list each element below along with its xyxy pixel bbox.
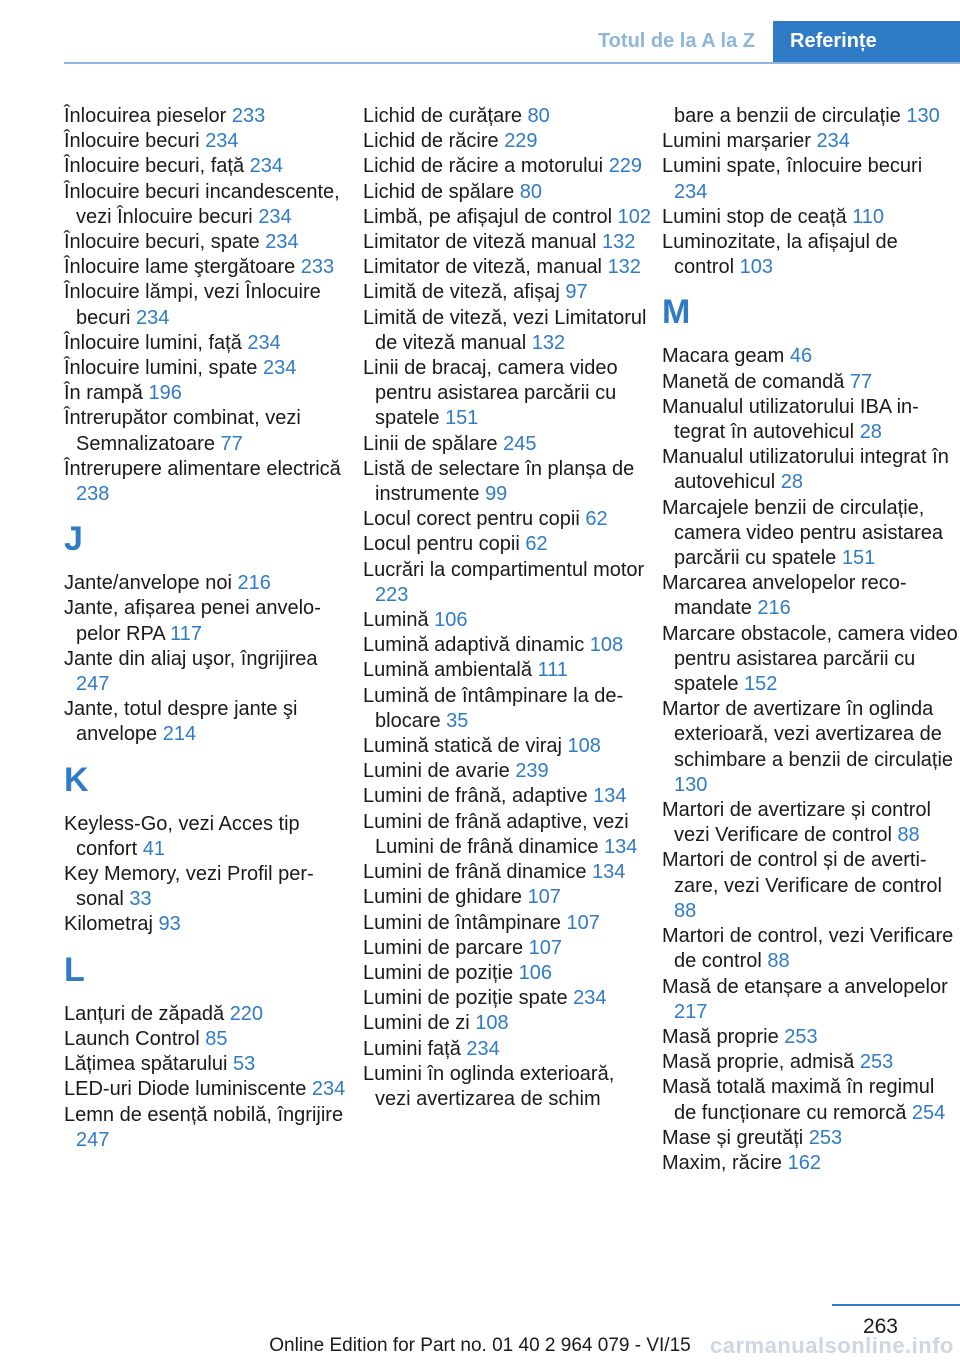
index-entry bbox=[64, 280, 354, 330]
index-entry-text: Lucrări la compartimentul motor bbox=[363, 558, 645, 581]
page-reference-link[interactable]: 107 bbox=[527, 886, 561, 909]
page-reference-link[interactable]: 99 bbox=[485, 483, 508, 506]
page-reference-link[interactable]: 196 bbox=[148, 382, 182, 405]
index-entry bbox=[363, 280, 655, 305]
index-entry bbox=[64, 331, 354, 356]
page-reference-link[interactable]: 233 bbox=[231, 105, 266, 127]
page-reference-link[interactable]: 254 bbox=[911, 1101, 946, 1124]
index-entry bbox=[662, 1075, 958, 1125]
page-reference-link[interactable]: 234 bbox=[466, 1037, 500, 1060]
page-reference-link[interactable]: 234 bbox=[205, 130, 239, 153]
index-entry bbox=[363, 961, 655, 986]
index-entry-text: Lumină adaptivă dinamic bbox=[363, 634, 590, 657]
index-entry-text: Lumini de parcare bbox=[363, 936, 529, 959]
index-entry bbox=[662, 924, 958, 974]
page-reference-link[interactable]: 53 bbox=[232, 1053, 256, 1076]
index-entry-text: Luminozitate, la afișajul de control bbox=[662, 231, 898, 279]
page-reference-link[interactable]: 162 bbox=[787, 1151, 821, 1174]
index-entry bbox=[363, 936, 655, 961]
edition-footer: Online Edition for Part no. 01 40 2 964 079 - VI/15 bbox=[269, 1335, 691, 1356]
header-rule bbox=[64, 62, 960, 64]
page-reference-link[interactable]: 134 bbox=[604, 835, 638, 858]
index-entry bbox=[662, 1151, 958, 1176]
index-entry-text: Înlocuire becuri, spate bbox=[64, 231, 266, 254]
page-reference-link[interactable]: 46 bbox=[789, 345, 813, 368]
index-entry-text: Lumini de ghidare bbox=[363, 886, 528, 909]
index-entry-text: Lumini de avarie bbox=[363, 760, 516, 783]
index-entry-text: Listă de selectare în planșa de instrumente bbox=[363, 457, 635, 506]
page-reference-link[interactable]: 216 bbox=[757, 597, 791, 620]
page-reference-link[interactable]: 234 bbox=[249, 155, 284, 178]
page-reference-link[interactable]: 134 bbox=[593, 785, 627, 808]
index-entry-text: Lumini față bbox=[363, 1037, 467, 1060]
index-column-2 bbox=[363, 104, 655, 1112]
index-entry-text: Lichid de răcire bbox=[363, 130, 505, 153]
index-entry bbox=[64, 406, 354, 456]
page-reference-link[interactable]: 88 bbox=[767, 950, 790, 973]
page-reference-link[interactable]: 35 bbox=[446, 709, 469, 732]
index-entry bbox=[64, 457, 354, 507]
index-entry-text: Jante, totul despre jante şi anvelope bbox=[64, 698, 298, 746]
index-entry bbox=[64, 571, 354, 596]
index-entry-text: Lumini de poziție bbox=[363, 961, 519, 984]
page-reference-link[interactable]: 88 bbox=[674, 899, 697, 922]
page-reference-link[interactable]: 77 bbox=[220, 432, 243, 455]
index-entry-text: Manetă de comandă bbox=[662, 370, 850, 393]
index-entry bbox=[363, 860, 655, 885]
page-reference-link[interactable]: 234 bbox=[136, 306, 170, 329]
index-entry bbox=[662, 445, 958, 495]
index-entry-text: Jante/anvelope noi bbox=[64, 572, 238, 595]
index-entry bbox=[64, 1002, 354, 1027]
index-entry-text: Locul pentru copii bbox=[363, 533, 526, 556]
page-reference-link[interactable]: 106 bbox=[434, 609, 468, 632]
index-entry bbox=[363, 986, 655, 1011]
index-entry bbox=[363, 129, 655, 154]
page-reference-link[interactable]: 234 bbox=[262, 357, 297, 380]
index-entry-text: Limitator de viteză manual bbox=[363, 231, 603, 254]
index-entry bbox=[64, 381, 354, 406]
index-entry bbox=[363, 457, 655, 507]
watermark: carmanualsonline.info bbox=[710, 1333, 954, 1358]
index-entry-text: În rampă bbox=[64, 382, 149, 405]
page-reference-link[interactable]: 97 bbox=[565, 281, 588, 304]
page-reference-link[interactable]: 28 bbox=[780, 471, 803, 494]
index-entry-text: Locul corect pentru copii bbox=[363, 508, 586, 531]
index-entry-text: Masă totală maximă în regimul de funcționare cu remorcă bbox=[662, 1076, 935, 1124]
index-entry-text: Lățimea spătarului bbox=[64, 1053, 233, 1076]
index-entry-text: Martor de avertizare în oglinda exterioară, vezi avertizarea de schimbare a benzii de circulație bbox=[662, 698, 954, 771]
index-entry bbox=[662, 395, 958, 445]
index-entry-text: Marcare obstacole, camera video pentru asistarea parcării cu spatele bbox=[662, 622, 958, 696]
page-reference-link[interactable]: 234 bbox=[311, 1078, 346, 1101]
index-entry bbox=[363, 633, 655, 658]
footer-rule bbox=[832, 1304, 960, 1306]
index-entry-text: Jante, afișarea penei anvelopelor RPA bbox=[64, 597, 321, 645]
page-reference-link[interactable]: 234 bbox=[258, 205, 292, 228]
index-entry-text: Martori de avertizare și control vezi Verificare de control bbox=[662, 799, 931, 847]
page-reference-link[interactable]: 253 bbox=[808, 1126, 843, 1149]
page-reference-link[interactable]: 102 bbox=[617, 205, 651, 228]
index-entry-text: Lumini de poziție spate bbox=[363, 987, 574, 1010]
page-reference-link[interactable]: 132 bbox=[602, 231, 636, 254]
index-entry-text: Lumină statică de viraj bbox=[363, 735, 568, 758]
index-entry-text: Marcajele benzii de circulație, camera video pentru asistarea parcării cu spatele bbox=[662, 496, 944, 570]
page-reference-link[interactable]: 239 bbox=[515, 760, 549, 783]
index-entry bbox=[64, 230, 354, 255]
index-entry bbox=[363, 154, 655, 179]
index-entry bbox=[662, 975, 958, 1025]
index-entry-text: Înlocuire becuri, față bbox=[64, 155, 250, 178]
index-entry bbox=[64, 104, 354, 129]
index-entry-text: Lumină bbox=[363, 609, 435, 632]
index-entry bbox=[363, 558, 655, 608]
index-entry bbox=[363, 104, 655, 129]
index-entry bbox=[363, 734, 655, 759]
index-entry-text: Înlocuire becuri bbox=[64, 130, 206, 153]
page-reference-link[interactable]: 151 bbox=[841, 547, 876, 570]
index-entry-text: Limită de viteză, afișaj bbox=[363, 281, 566, 304]
index-entry bbox=[363, 658, 655, 683]
page-reference-link[interactable]: 110 bbox=[852, 205, 885, 228]
index-entry bbox=[662, 697, 958, 798]
index-entry-text: Lumini de frână, adaptive bbox=[363, 785, 594, 808]
page-reference-link[interactable]: 245 bbox=[503, 432, 537, 455]
page-reference-link[interactable]: 214 bbox=[162, 723, 197, 746]
index-entry bbox=[662, 798, 958, 848]
index-entry bbox=[64, 697, 354, 747]
index-entry bbox=[363, 255, 655, 280]
index-entry bbox=[64, 912, 354, 937]
index-entry bbox=[662, 1126, 958, 1151]
index-entry-text: Lumini marșarier bbox=[662, 130, 817, 153]
index-entry bbox=[662, 344, 958, 369]
index-entry-text: Masă de etanșare a anvelopelor bbox=[662, 975, 948, 998]
index-letter-heading: K bbox=[64, 760, 89, 799]
index-entry-text: Limită de viteză, vezi Limitatorul de viteză manual bbox=[363, 306, 647, 354]
index-entry bbox=[64, 862, 354, 912]
page-reference-link[interactable]: 234 bbox=[247, 331, 281, 354]
index-entry-text: LED-uri Diode luminiscente bbox=[64, 1078, 312, 1101]
index-entry bbox=[64, 647, 354, 697]
page-reference-link[interactable]: 234 bbox=[573, 987, 607, 1010]
page-reference-link[interactable]: 234 bbox=[265, 231, 299, 254]
page-reference-link[interactable]: 253 bbox=[784, 1025, 818, 1048]
index-entry-text: Întrerupere alimentare electrică bbox=[64, 457, 341, 480]
page-reference-link[interactable]: 107 bbox=[566, 911, 600, 934]
index-entry bbox=[363, 810, 655, 860]
page-reference-link[interactable]: 111 bbox=[537, 659, 568, 682]
index-entry bbox=[363, 759, 655, 784]
page-reference-link[interactable]: 247 bbox=[76, 673, 110, 696]
index-entry-text: Înlocuire becuri incandescente, vezi Înlocuire becuri bbox=[64, 180, 340, 228]
index-entry-text: Lanțuri de zăpadă bbox=[64, 1002, 230, 1025]
index-entry bbox=[662, 230, 958, 280]
page-reference-link[interactable]: 134 bbox=[592, 861, 626, 884]
index-entry bbox=[662, 496, 958, 572]
index-entry bbox=[363, 356, 655, 432]
index-entry-text: Limitator de viteză, manual bbox=[363, 256, 608, 279]
page-reference-link[interactable]: 106 bbox=[518, 961, 553, 984]
page-reference-link[interactable]: 41 bbox=[142, 837, 165, 860]
index-entry-text: Linii de bracaj, camera video pentru asistarea parcării cu spatele bbox=[363, 357, 618, 430]
index-entry-text: Manualul utilizatorului integrat în autovehicul bbox=[662, 446, 949, 494]
index-entry bbox=[64, 1077, 354, 1102]
index-entry-text: Lichid de curățare bbox=[363, 105, 528, 127]
index-entry bbox=[662, 571, 958, 621]
page-reference-link[interactable]: 107 bbox=[528, 936, 563, 959]
page-reference-link[interactable]: 132 bbox=[531, 331, 566, 354]
index-entry bbox=[363, 306, 655, 356]
page-reference-link[interactable]: 117 bbox=[170, 622, 203, 645]
index-entry-text: Lumini în oglinda exterioară, vezi avertizarea de schim bbox=[363, 1062, 615, 1110]
index-column-1 bbox=[64, 104, 354, 1153]
page-reference-link[interactable]: 33 bbox=[129, 888, 152, 911]
page-reference-link[interactable]: 93 bbox=[158, 913, 181, 936]
index-letter-heading: J bbox=[64, 520, 83, 559]
index-entry-text: Lumini de zi bbox=[363, 1012, 476, 1035]
index-entry-text: Macara geam bbox=[662, 345, 790, 368]
index-entry-text: Înlocuire lumini, față bbox=[64, 331, 248, 354]
index-entry-text: Lemn de esență nobilă, îngrijire bbox=[64, 1103, 344, 1126]
page-reference-link[interactable]: 217 bbox=[674, 1000, 708, 1023]
page-reference-link[interactable]: 28 bbox=[859, 421, 882, 444]
page-reference-link[interactable]: 62 bbox=[525, 533, 548, 556]
header-tabs bbox=[580, 21, 960, 62]
index-entry bbox=[64, 1027, 354, 1052]
page-reference-link[interactable]: 223 bbox=[375, 583, 409, 606]
page-reference-link[interactable]: 80 bbox=[519, 180, 543, 203]
index-entry bbox=[662, 154, 958, 204]
index-entry bbox=[363, 885, 655, 910]
page-reference-link[interactable]: 108 bbox=[589, 634, 624, 657]
index-entry bbox=[662, 1025, 958, 1050]
index-entry-text: Înlocuirea pieselor bbox=[64, 105, 232, 127]
tab-totul-de-la-a-la-z[interactable]: Totul de la A la Z bbox=[580, 21, 773, 62]
index-entry-text: Key Memory, vezi Profil personal bbox=[64, 863, 314, 911]
index-entry-text: Lumini stop de ceață bbox=[662, 205, 853, 228]
index-entry-text: Masă proprie, admisă bbox=[662, 1051, 860, 1074]
page-reference-link[interactable]: 238 bbox=[76, 483, 110, 506]
page-reference-link[interactable]: 85 bbox=[205, 1027, 228, 1050]
index-entry-text: Maxim, răcire bbox=[662, 1151, 788, 1174]
page-reference-link[interactable]: 151 bbox=[445, 407, 479, 430]
index-entry bbox=[662, 1050, 958, 1075]
index-entry bbox=[64, 1052, 354, 1077]
page-reference-link[interactable]: 233 bbox=[300, 256, 335, 279]
index-entry bbox=[363, 1011, 655, 1036]
index-entry-text: Kilometraj bbox=[64, 913, 159, 936]
page-reference-link[interactable]: 152 bbox=[744, 673, 778, 696]
index-entry-text: Lumini spate, înlocuire becuri bbox=[662, 155, 923, 178]
index-column-3 bbox=[662, 104, 958, 1176]
index-entry-text: Lichid de spălare bbox=[363, 180, 520, 203]
page-reference-link[interactable]: 234 bbox=[816, 130, 850, 153]
page-reference-link[interactable]: 132 bbox=[607, 256, 641, 279]
index-entry-text: Lumini de frână dinamice bbox=[363, 861, 593, 884]
index-entry bbox=[64, 356, 354, 381]
index-entry bbox=[363, 230, 655, 255]
page-number: 263 bbox=[862, 1315, 898, 1338]
page-reference-link[interactable]: 216 bbox=[237, 572, 271, 595]
index-entry-text: Martori de control și de avertizare, vezi Verificare de control bbox=[662, 849, 942, 897]
index-entry-text: Lumini de frână adaptive, vezi Lumini de frână dinamice bbox=[363, 810, 629, 858]
page-reference-link[interactable]: 88 bbox=[897, 824, 920, 847]
index-entry bbox=[662, 848, 958, 924]
index-entry-text: Manualul utilizatorului IBA integrat în autovehicul bbox=[662, 395, 919, 444]
page-reference-link[interactable]: 253 bbox=[859, 1051, 894, 1074]
index-entry bbox=[363, 180, 655, 205]
page-reference-link[interactable]: 130 bbox=[674, 773, 708, 796]
index-entry-text: Lumină ambientală bbox=[363, 659, 538, 682]
index-entry bbox=[363, 608, 655, 633]
index-entry bbox=[64, 812, 354, 862]
tab-referinte[interactable]: Referințe bbox=[773, 21, 960, 62]
index-entry-text: Înlocuire lumini, spate bbox=[64, 357, 263, 380]
index-entry bbox=[64, 596, 354, 646]
index-entry-text: Launch Control bbox=[64, 1027, 206, 1050]
index-entry-text: Înlocuire lame ştergătoare bbox=[64, 256, 301, 279]
index-entry-text: Înlocuire lămpi, vezi Înlocuire becuri bbox=[64, 281, 321, 329]
index-entry bbox=[64, 129, 354, 154]
index-entry bbox=[662, 104, 958, 129]
page-reference-link[interactable]: 77 bbox=[849, 370, 873, 393]
index-letter-heading: M bbox=[662, 293, 691, 332]
index-entry bbox=[363, 1062, 655, 1112]
index-entry bbox=[363, 911, 655, 936]
page-reference-link[interactable]: 80 bbox=[527, 105, 550, 127]
page-reference-link[interactable]: 229 bbox=[608, 155, 643, 178]
index-entry-text: Keyless-Go, vezi Acces tip confort bbox=[64, 812, 300, 860]
page-reference-link[interactable]: 247 bbox=[76, 1128, 110, 1151]
index-entry-text: Linii de spălare bbox=[363, 432, 504, 455]
index-entry bbox=[363, 784, 655, 809]
page-reference-link[interactable]: 108 bbox=[567, 735, 601, 758]
index-entry-text: Martori de control, vezi Verificare de control bbox=[662, 925, 954, 973]
index-entry bbox=[363, 1037, 655, 1062]
index-entry-text: Întrerupător combinat, vezi Semnalizatoare bbox=[64, 407, 301, 455]
index-entry-text: Masă proprie bbox=[662, 1025, 785, 1048]
index-entry-text: Mase și greutăți bbox=[662, 1126, 809, 1149]
index-entry bbox=[64, 255, 354, 280]
index-letter-heading: L bbox=[64, 950, 85, 989]
index-entry bbox=[64, 180, 354, 230]
index-entry bbox=[662, 205, 958, 230]
page-reference-link[interactable]: 103 bbox=[739, 256, 773, 279]
index-entry bbox=[662, 129, 958, 154]
index-entry bbox=[363, 532, 655, 557]
index-entry-text: Lumină de întâmpinare la deblocare bbox=[363, 684, 624, 732]
index-entry-text: Marcarea anvelopelor recomandate bbox=[662, 572, 907, 620]
index-entry bbox=[363, 684, 655, 734]
index-entry-text: Lumini de întâmpinare bbox=[363, 911, 567, 934]
index-entry bbox=[363, 205, 655, 230]
index-entry-text: Jante din aliaj uşor, îngrijirea bbox=[64, 647, 318, 670]
index-entry bbox=[363, 432, 655, 457]
index-entry bbox=[662, 622, 958, 698]
page-reference-link[interactable]: 108 bbox=[475, 1012, 509, 1035]
index-entry-text: bare a benzii de circulație bbox=[674, 105, 907, 127]
page-reference-link[interactable]: 130 bbox=[906, 105, 940, 127]
page-reference-link[interactable]: 220 bbox=[229, 1002, 264, 1025]
index-entry-text: Lichid de răcire a motorului bbox=[363, 155, 609, 178]
index-entry bbox=[64, 154, 354, 179]
index-entry bbox=[662, 370, 958, 395]
index-entry bbox=[363, 507, 655, 532]
index-entry-text: Limbă, pe afișajul de control bbox=[363, 205, 618, 228]
page-reference-link[interactable]: 62 bbox=[585, 508, 608, 531]
page-reference-link[interactable]: 234 bbox=[674, 180, 708, 203]
index-entry bbox=[64, 1103, 354, 1153]
page-reference-link[interactable]: 229 bbox=[504, 130, 538, 153]
